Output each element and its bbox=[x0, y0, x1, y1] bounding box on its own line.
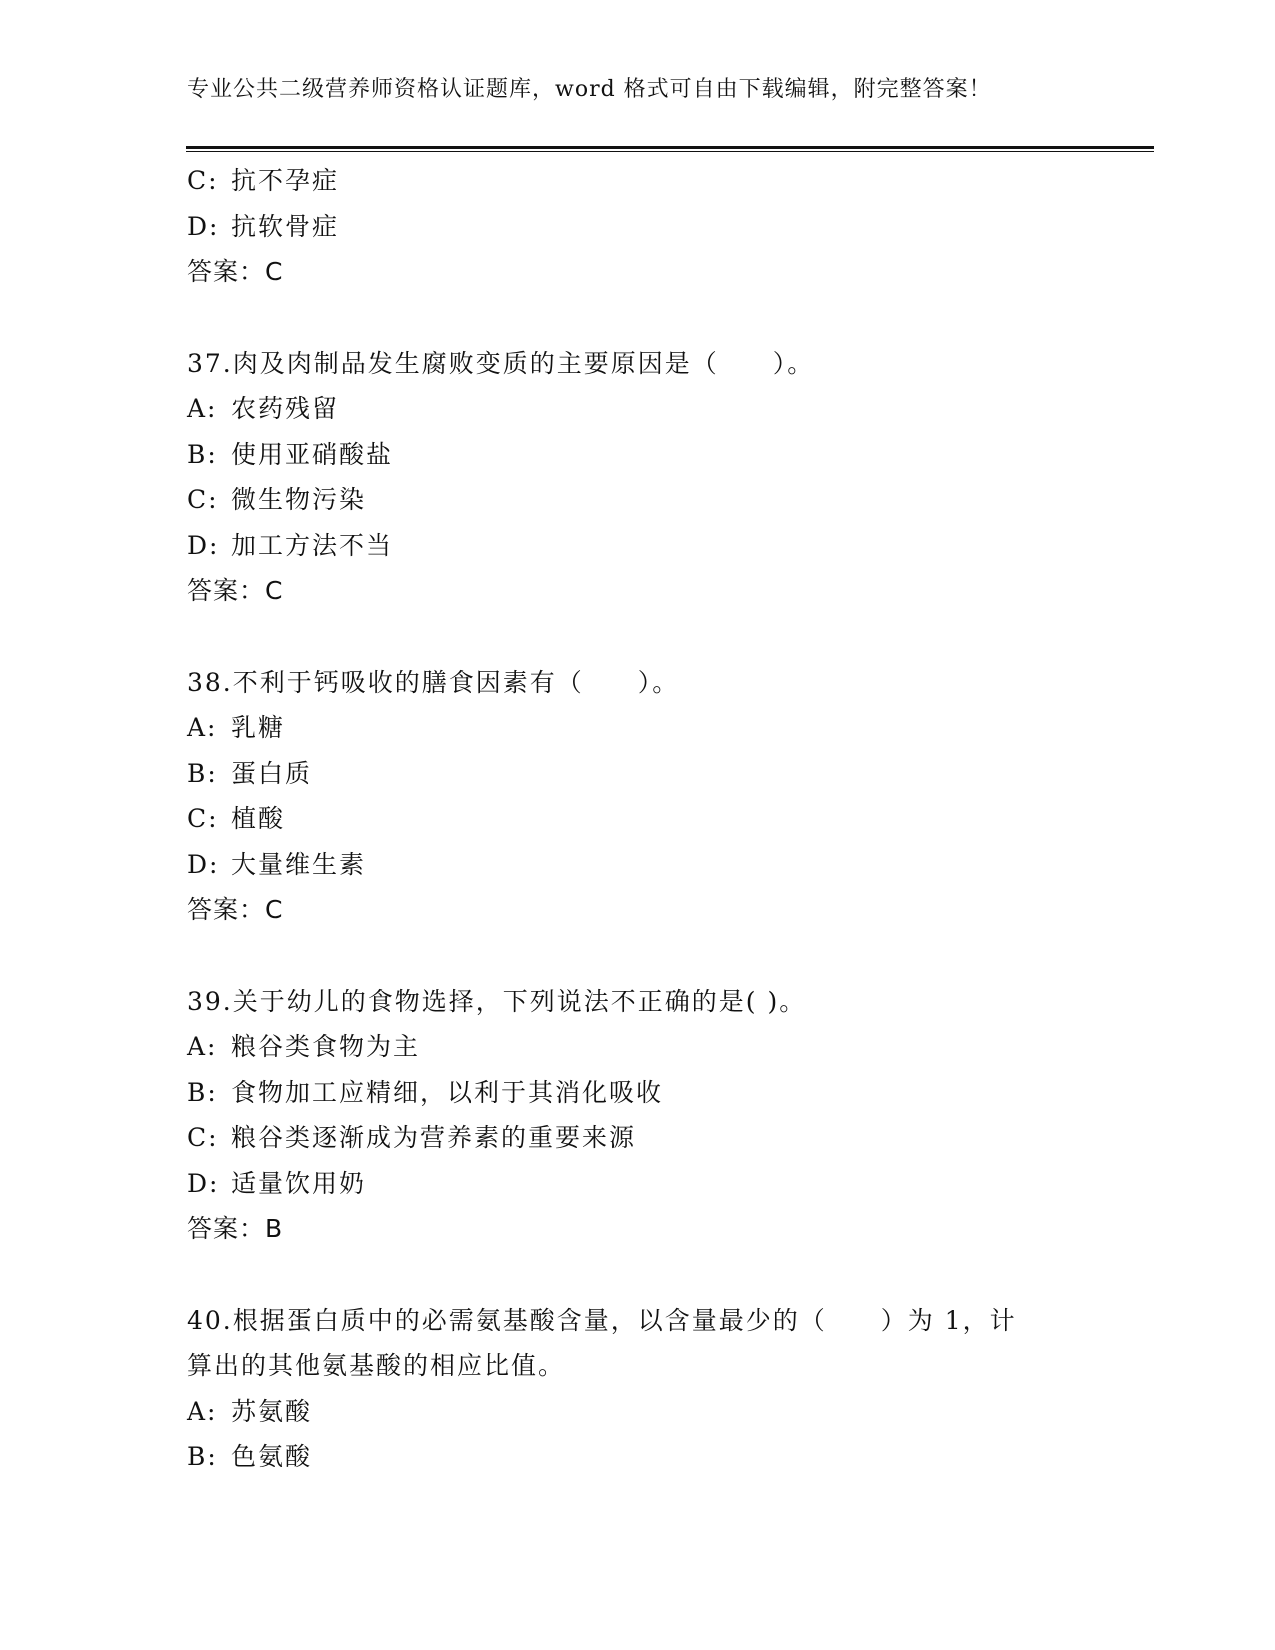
option-text: 抗不孕症 bbox=[231, 166, 340, 195]
option-line bbox=[187, 158, 1067, 204]
option-line bbox=[187, 1161, 1067, 1207]
spacer bbox=[187, 1252, 1067, 1298]
option-line bbox=[187, 1115, 1067, 1161]
option-text: 微生物污染 bbox=[231, 485, 367, 514]
option-text: 乳糖 bbox=[231, 713, 286, 742]
option-text: 粮谷类逐渐成为营养素的重要来源 bbox=[231, 1123, 637, 1152]
option-line bbox=[187, 432, 1067, 478]
option-line bbox=[187, 705, 1067, 751]
question-stem: 37.肉及肉制品发生腐败变质的主要原因是（ ）。 bbox=[187, 348, 815, 378]
answer-line: 答案：C bbox=[187, 576, 284, 605]
question-stem: 40.根据蛋白质中的必需氨基酸含量，以含量最少的（ ）为 1，计 bbox=[187, 1305, 1017, 1335]
answer-line: 答案：C bbox=[187, 257, 284, 286]
option-letter: A: bbox=[187, 394, 218, 423]
option-line bbox=[187, 477, 1067, 523]
option-text: 色氨酸 bbox=[231, 1442, 313, 1471]
option-line bbox=[187, 386, 1067, 432]
option-line bbox=[187, 842, 1067, 888]
option-text: 使用亚硝酸盐 bbox=[231, 439, 394, 469]
option-letter: A: bbox=[187, 1396, 218, 1426]
spacer bbox=[187, 614, 1067, 660]
option-text: 植酸 bbox=[231, 804, 286, 833]
option-letter: C: bbox=[187, 166, 219, 195]
option-line bbox=[187, 523, 1067, 569]
question-stem-continued: 算出的其他氨基酸的相应比值。 bbox=[187, 1351, 566, 1380]
option-text: 食物加工应精细，以利于其消化吸收 bbox=[231, 1077, 664, 1107]
option-line bbox=[187, 1070, 1067, 1116]
header-rule bbox=[186, 146, 1154, 149]
spacer bbox=[187, 295, 1067, 341]
option-letter: B: bbox=[187, 1077, 218, 1107]
option-letter: B: bbox=[187, 758, 218, 788]
option-text: 蛋白质 bbox=[231, 758, 313, 788]
option-text: 抗软骨症 bbox=[231, 211, 340, 241]
answer-line: 答案：C bbox=[187, 895, 284, 924]
option-letter: C: bbox=[187, 485, 219, 514]
option-line bbox=[187, 1024, 1067, 1070]
option-letter: D: bbox=[187, 849, 220, 879]
option-line bbox=[187, 751, 1067, 797]
option-text: 加工方法不当 bbox=[231, 530, 394, 560]
option-text: 适量饮用奶 bbox=[231, 1168, 367, 1198]
option-letter: B: bbox=[187, 1442, 218, 1471]
option-text: 农药残留 bbox=[231, 394, 340, 423]
option-line bbox=[187, 204, 1067, 250]
question-content bbox=[187, 158, 1067, 1480]
question-stem: 38.不利于钙吸收的膳食因素有（ ）。 bbox=[187, 667, 680, 697]
option-text: 粮谷类食物为主 bbox=[231, 1032, 421, 1061]
spacer bbox=[187, 933, 1067, 979]
option-text: 大量维生素 bbox=[231, 849, 367, 879]
page-header: 专业公共二级营养师资格认证题库，word 格式可自由下载编辑，附完整答案！ bbox=[187, 77, 992, 102]
option-letter: C: bbox=[187, 804, 219, 833]
option-line bbox=[187, 1389, 1067, 1435]
option-line bbox=[187, 796, 1067, 842]
option-line bbox=[187, 1434, 1067, 1480]
option-letter: B: bbox=[187, 439, 218, 469]
option-letter: D: bbox=[187, 530, 220, 560]
answer-line: 答案：B bbox=[187, 1214, 284, 1243]
option-letter: D: bbox=[187, 211, 220, 241]
option-letter: D: bbox=[187, 1168, 220, 1198]
option-letter: A: bbox=[187, 713, 218, 742]
question-stem: 39.关于幼儿的食物选择，下列说法不正确的是( )。 bbox=[187, 986, 807, 1016]
header-rule-thin bbox=[186, 151, 1154, 152]
option-text: 苏氨酸 bbox=[231, 1396, 313, 1426]
option-letter: A: bbox=[187, 1032, 218, 1061]
option-letter: C: bbox=[187, 1123, 219, 1152]
